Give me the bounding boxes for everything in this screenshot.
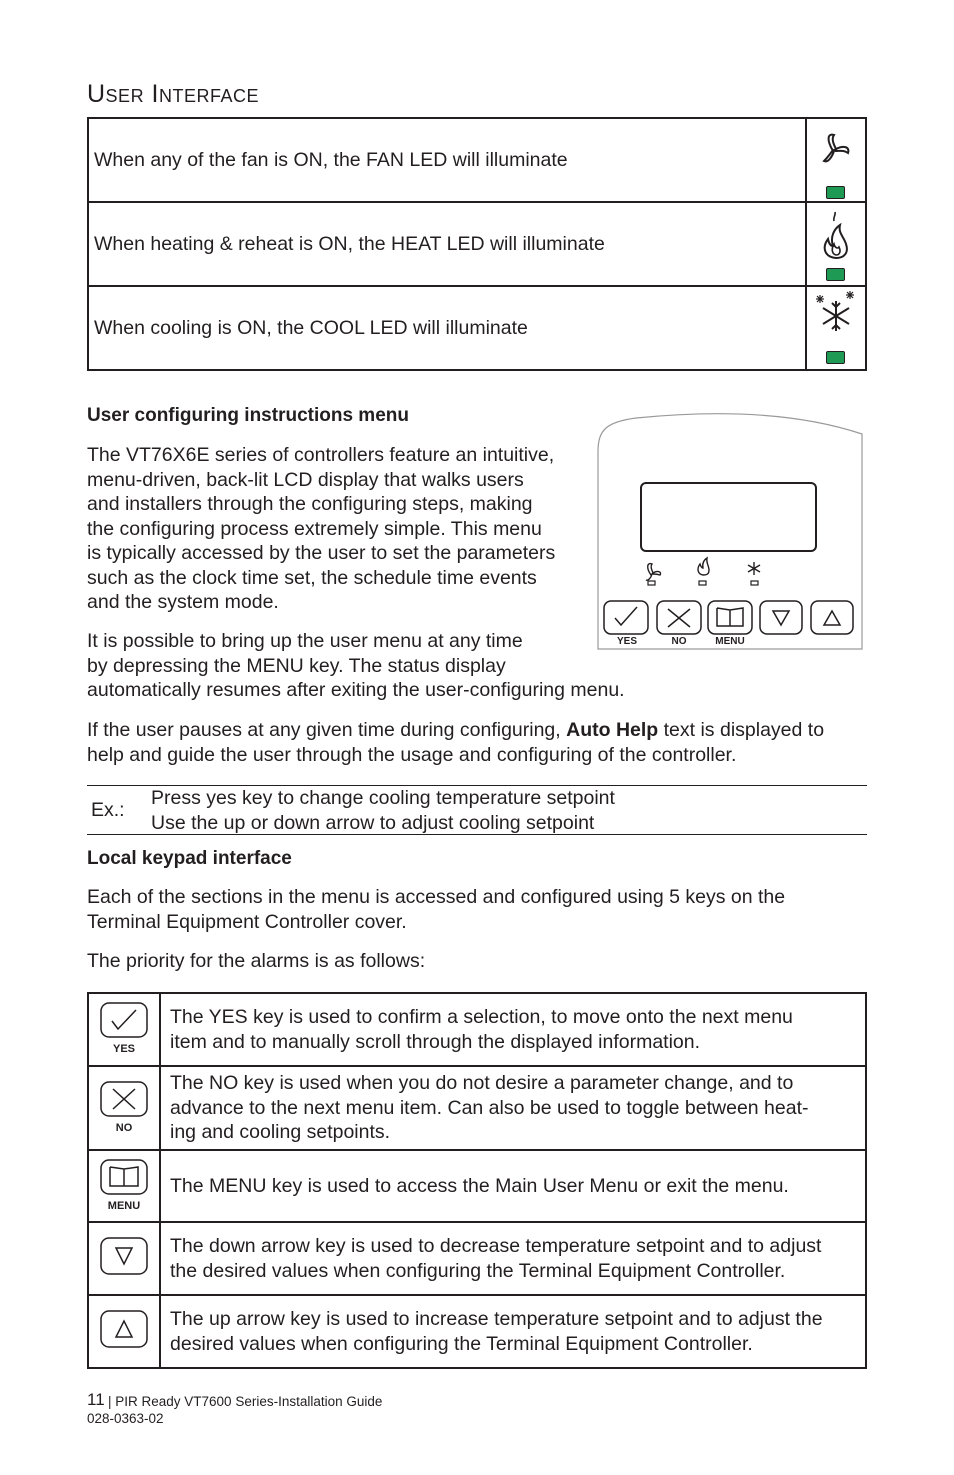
cool-led bbox=[826, 351, 845, 364]
led-table bbox=[87, 117, 867, 371]
menu-key bbox=[708, 601, 752, 634]
up-arrow-icon bbox=[98, 1307, 150, 1351]
example-box bbox=[87, 785, 867, 835]
menu-paragraph-2: It is possible to bring up the user menu at any time by depressing the MENU key. The status display automatically resumes after exiting the user-configuring menu. bbox=[87, 630, 625, 701]
led-row-text: When cooling is ON, the COOL LED will illuminate bbox=[88, 286, 806, 370]
menu-section-title: User configuring instructions menu bbox=[87, 405, 409, 426]
checkmark-icon bbox=[98, 999, 150, 1055]
yes-key-label: YES bbox=[616, 636, 638, 647]
book-icon bbox=[98, 1156, 150, 1212]
example-line-2: Use the up or down arrow to adjust cooling setpoint bbox=[151, 812, 595, 834]
key-row-menu: MENU The MENU key is used to access the Main User Menu or exit the menu. bbox=[88, 1150, 866, 1222]
page-number: 11 bbox=[87, 1390, 105, 1409]
no-key-label: NO bbox=[671, 636, 687, 647]
x-icon bbox=[98, 1078, 150, 1134]
key-row-up: The up arrow key is used to increase temperature setpoint and to adjust the desired values when configuring the Terminal Equipment Controller. bbox=[88, 1295, 866, 1368]
led-row-heat bbox=[88, 202, 866, 286]
fan-led bbox=[826, 186, 845, 199]
document-number: 028-0363-02 bbox=[87, 1411, 164, 1426]
priority-paragraph: The priority for the alarms is as follows: bbox=[87, 950, 426, 972]
page-title: User Interface bbox=[87, 80, 259, 108]
mini-fan-icon bbox=[646, 564, 661, 581]
svg-text:NO: NO bbox=[115, 1121, 133, 1134]
keypad-paragraph: Each of the sections in the menu is accessed and configured using 5 keys on the Terminal Equipment Controller cover. bbox=[87, 886, 786, 933]
auto-help-term: Auto Help bbox=[566, 719, 659, 741]
footer-title: | PIR Ready VT7600 Series-Installation Guide bbox=[108, 1394, 383, 1409]
snowflake-icon bbox=[816, 291, 856, 335]
key-row-yes: YES The YES key is used to confirm a selection, to move onto the next menu item and to manually scroll through the displayed information. bbox=[88, 993, 866, 1066]
led-row-cool bbox=[88, 286, 866, 370]
controller-illustration bbox=[596, 412, 866, 652]
menu-paragraph-1: The VT76X6E series of controllers feature an intuitive, menu-driven, back-lit LCD display that walks users and installers through the configuring steps, making the configuring process extremely simple. This menu is typically accessed by the user to set the parameters such as the clock time set, the schedule time events and the system mode. bbox=[87, 444, 556, 613]
down-arrow-icon bbox=[98, 1234, 150, 1278]
auto-help-paragraph: If the user pauses at any given time during configuring, Auto Help text is displayed to help and guide the user through the usage and configuring of the controller. bbox=[87, 719, 825, 766]
led-row-text: When any of the fan is ON, the FAN LED will illuminate bbox=[88, 118, 806, 202]
led-row-fan bbox=[88, 118, 866, 202]
led-row-text: When heating & reheat is ON, the HEAT LED will illuminate bbox=[88, 202, 806, 286]
menu-key-label: MENU bbox=[715, 636, 745, 647]
keys-table bbox=[87, 992, 867, 1369]
key-row-no: NO The NO key is used when you do not desire a parameter change, and to advance to the next menu item. Can also be used to toggle between heat- ing and cooling setpoints. bbox=[88, 1066, 866, 1150]
key-row-down: The down arrow key is used to decrease temperature setpoint and to adjust the desired values when configuring the Terminal Equipment Controller. bbox=[88, 1222, 866, 1295]
mini-snowflake-icon bbox=[748, 562, 760, 575]
down-key bbox=[760, 601, 802, 634]
keypad-section-title: Local keypad interface bbox=[87, 848, 292, 869]
heat-led bbox=[826, 268, 845, 281]
example-label: Ex.: bbox=[91, 799, 125, 821]
svg-text:YES: YES bbox=[112, 1043, 136, 1055]
yes-key bbox=[604, 601, 648, 634]
up-key bbox=[811, 601, 853, 634]
example-line-1: Press yes key to change cooling temperature setpoint bbox=[151, 787, 615, 809]
svg-text:MENU: MENU bbox=[107, 1199, 141, 1212]
flame-icon bbox=[818, 211, 854, 261]
fan-icon bbox=[818, 127, 854, 171]
mini-flame-icon bbox=[698, 558, 709, 575]
lcd-display bbox=[641, 483, 816, 551]
no-key bbox=[657, 601, 701, 634]
